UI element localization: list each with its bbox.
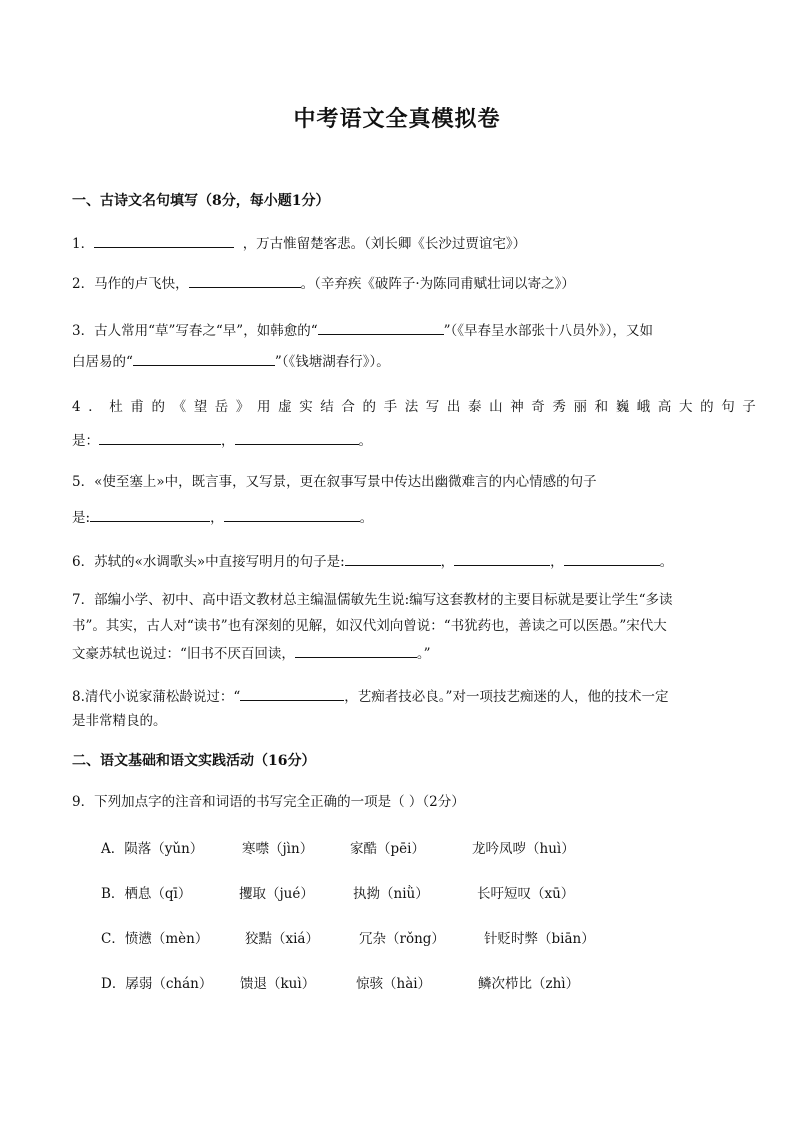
question-text: 白居易的“: [72, 354, 133, 370]
answer-blank[interactable]: [295, 643, 417, 658]
question-3-line-2: [72, 351, 390, 371]
question-text: 2．马作的卢飞快，: [72, 276, 189, 292]
question-text: 6．苏轼的«水调歌头»中直接写明月的句子是:: [72, 554, 345, 570]
question-7-line-1: 7．部编小学、初中、高中语文教材总主编温儒敏先生说:编写这套教材的主要目标就是要让学生“多读: [72, 592, 673, 608]
question-5-line-2: [72, 507, 373, 527]
question-text: ”（《早春呈水部张十八员外》），又如: [443, 323, 654, 339]
period: 。: [659, 554, 674, 570]
option-item: 馈退（kuì）: [240, 976, 316, 992]
question-text: ，万古惟留楚客悲。（刘长卿《长沙过贾谊宅》）: [242, 236, 527, 252]
answer-blank[interactable]: [235, 430, 359, 445]
question-6: [72, 551, 673, 571]
option-item: 惊骇（hài）: [356, 976, 432, 992]
answer-blank[interactable]: [454, 551, 550, 566]
question-7-line-3: [72, 643, 431, 663]
period: 。: [359, 510, 374, 526]
option-item: C．愤懑（mèn）: [101, 931, 209, 947]
answer-blank[interactable]: [240, 686, 344, 701]
comma: ，: [210, 510, 224, 526]
question-8-line-1: [72, 686, 668, 706]
question-3-line-1: [72, 320, 653, 340]
option-item: B．栖息（qī）: [101, 886, 192, 902]
question-4-line-1: 4．杜甫的《望岳》用虚实结合的手法写出泰山神奇秀丽和巍峨高大的句子: [72, 399, 764, 415]
option-item: D．孱弱（chán）: [101, 976, 213, 992]
question-text: 。”: [416, 646, 431, 662]
question-2: [72, 273, 575, 293]
comma: ，: [221, 433, 235, 449]
question-text: ”（《钱塘湖春行》）。: [274, 354, 390, 370]
question-number: 1．: [72, 236, 95, 252]
comma: ，: [550, 554, 564, 570]
option-item: 龙吟凤哕（huì）: [472, 841, 575, 857]
answer-blank[interactable]: [189, 273, 301, 288]
answer-blank[interactable]: [564, 551, 660, 566]
answer-blank[interactable]: [224, 507, 360, 522]
page-title: 中考语文全真模拟卷: [293, 106, 501, 132]
question-text: 8.清代小说家蒲松龄说过：“: [72, 689, 241, 705]
option-item: 鳞次栉比（zhì）: [478, 976, 580, 992]
question-text: 是：: [72, 433, 99, 449]
question-8-line-2: 是非常精良的。: [72, 713, 167, 729]
answer-blank[interactable]: [90, 507, 210, 522]
question-7-line-2: 书”。其实，古人对“读书”也有深刻的见解，如汉代刘向曾说：“书犹药也，善读之可以医愚。”宋代大: [72, 618, 667, 634]
answer-blank[interactable]: [318, 320, 444, 335]
question-5-line-1: 5．«使至塞上»中，既言事，又写景，更在叙事写景中传达出幽微难言的内心情感的句子: [72, 474, 597, 490]
answer-blank[interactable]: [133, 351, 275, 366]
period: 。: [358, 433, 372, 449]
question-text: ，艺痴者技必良。”对一项技艺痴迷的人，他的技术一定: [344, 689, 669, 705]
question-9-stem: 9．下列加点字的注音和词语的书写完全正确的一项是（ ）（2分）: [72, 794, 465, 810]
section-heading-1: 一、古诗文名句填写（8分，每小题1分）: [72, 193, 330, 209]
question-1: [72, 233, 526, 253]
answer-blank[interactable]: [94, 233, 234, 248]
option-item: 长吁短叹（xū）: [477, 886, 575, 902]
option-item: 狡黠（xiá）: [245, 931, 319, 947]
comma: ，: [440, 554, 455, 570]
answer-blank[interactable]: [345, 551, 441, 566]
question-text: 文豪苏轼也说过：“旧书不厌百回读，: [72, 646, 295, 662]
answer-blank[interactable]: [99, 430, 221, 445]
option-item: 冗杂（rǒng）: [359, 931, 445, 947]
question-4-line-2: [72, 430, 372, 450]
section-heading-2: 二、语文基础和语文实践活动（16分）: [72, 753, 316, 769]
question-text: 。（辛弃疾《破阵子·为陈同甫赋壮词以寄之》）: [300, 276, 575, 292]
option-item: 针贬时弊（biān）: [484, 931, 595, 947]
option-item: 执拗（niǜ）: [353, 886, 429, 902]
question-text: 3．古人常用“草”写春之“早”，如韩愈的“: [72, 323, 318, 339]
option-item: 家酷（pēi）: [350, 841, 425, 857]
option-item: 攫取（jué）: [239, 886, 314, 902]
question-text: 是:: [72, 510, 91, 526]
option-item: A．陨落（yǔn）: [101, 841, 204, 857]
option-item: 寒噤（jìn）: [242, 841, 314, 857]
